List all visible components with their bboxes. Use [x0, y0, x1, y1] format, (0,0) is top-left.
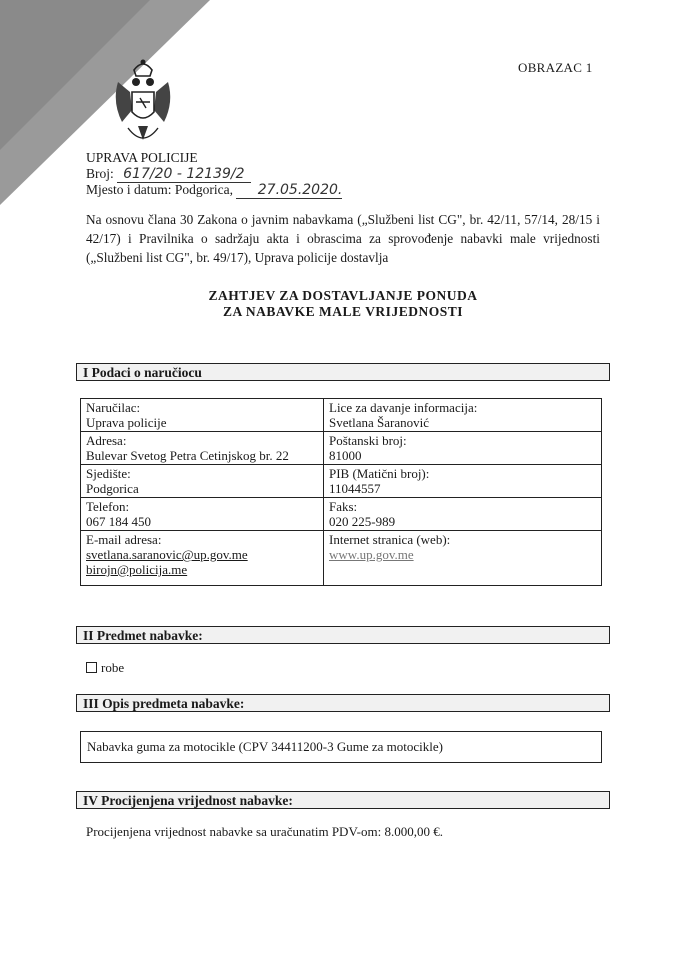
procurement-type-option — [86, 660, 124, 676]
goods-option-label: robe — [101, 660, 125, 675]
email-link-2[interactable]: birojn@policija.me — [86, 562, 188, 577]
form-label: OBRAZAC 1 — [518, 60, 593, 75]
cell-label: Adresa: — [86, 433, 127, 448]
cell-value: 81000 — [329, 448, 362, 463]
email-label: E-mail adresa: — [86, 532, 162, 547]
intro-paragraph: Na osnovu člana 30 Zakona o javnim nabavkama („Službeni list CG", br. 42/11, 57/14, 28/15 i 42/17) i Pravilnika o sadržaju akta i obrascima za sprovođenje nabavki male vrijednosti („Službeni list CG", br. 49/17), Uprava policije dostavlja — [86, 212, 600, 265]
organization-name: UPRAVA POLICIJE — [86, 150, 198, 165]
goods-checkbox[interactable] — [86, 662, 97, 673]
cell-value: 067 184 450 — [86, 514, 151, 529]
header-block — [86, 150, 342, 199]
web-label: Internet stranica (web): — [329, 532, 451, 547]
estimated-value-text: Procijenjena vrijednost nabavke sa uračunatim PDV-om: 8.000,00 €. — [86, 824, 443, 839]
cell-label: Telefon: — [86, 499, 130, 514]
reference-number-value: 617/20 - 12139/2 — [117, 166, 250, 183]
cell-label: Poštanski broj: — [329, 433, 407, 448]
section-heading-contracting-authority: I Podaci o naručiocu — [76, 363, 610, 381]
cell-value: 020 225-989 — [329, 514, 396, 529]
table-row — [81, 531, 602, 586]
web-link[interactable]: www.up.gov.me — [329, 547, 414, 562]
cell-label: Sjedište: — [86, 466, 131, 481]
title-line-1: ZAHTJEV ZA DOSTAVLJANJE PONUDA — [208, 288, 478, 303]
title-line-2: ZA NABAVKE MALE VRIJEDNOSTI — [223, 304, 463, 319]
place-date-label: Mjesto i datum: Podgorica, — [86, 182, 233, 197]
cell-value: 11044557 — [329, 481, 381, 496]
section-heading-estimated-value: IV Procijenjena vrijednost nabavke: — [76, 791, 610, 809]
cell-value: Podgorica — [86, 481, 139, 496]
table-row — [81, 498, 602, 531]
cell-value: Bulevar Svetog Petra Cetinjskog br. 22 — [86, 448, 289, 463]
table-row — [81, 465, 602, 498]
place-date-line — [86, 182, 342, 199]
table-row — [81, 432, 602, 465]
cell-value: Uprava policije — [86, 415, 167, 430]
table-row — [81, 399, 602, 432]
contracting-authority-table — [80, 398, 602, 586]
section-heading-description: III Opis predmeta nabavke: — [76, 694, 610, 712]
reference-number-label: Broj: — [86, 166, 114, 181]
section-heading-procurement-subject: II Predmet nabavke: — [76, 626, 610, 644]
reference-number-line — [86, 166, 342, 182]
cell-value: Svetlana Šaranović — [329, 415, 429, 430]
cell-label: Lice za davanje informacija: — [329, 400, 478, 415]
coat-of-arms-icon — [110, 52, 176, 152]
cell-label: Faks: — [329, 499, 358, 514]
procurement-description: Nabavka guma za motocikle (CPV 34411200-3 Gume za motocikle) — [80, 731, 602, 763]
document-title — [86, 288, 600, 320]
cell-label: PIB (Matični broj): — [329, 466, 430, 481]
date-value: 27.05.2020. — [236, 182, 342, 199]
email-link-1[interactable]: svetlana.saranovic@up.gov.me — [86, 547, 248, 562]
cell-label: Naručilac: — [86, 400, 141, 415]
